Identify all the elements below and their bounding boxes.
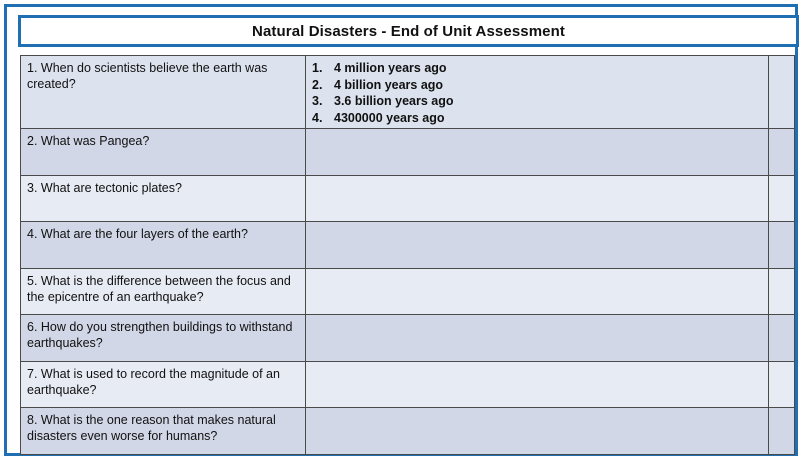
mark-cell[interactable] — [769, 315, 795, 362]
answer-option[interactable] — [312, 93, 762, 110]
assessment-table — [20, 55, 794, 454]
table-row — [21, 315, 795, 362]
answer-cell[interactable] — [306, 129, 769, 176]
answer-cell[interactable] — [306, 222, 769, 269]
table-row — [21, 362, 795, 408]
answer-cell[interactable] — [306, 315, 769, 362]
option-number: 3. — [312, 94, 323, 108]
table-row — [21, 222, 795, 269]
mark-cell[interactable] — [769, 176, 795, 222]
answer-option[interactable] — [312, 60, 762, 77]
option-text: 3.6 billion years ago — [334, 94, 454, 108]
option-number: 4. — [312, 110, 323, 125]
table-row — [21, 408, 795, 455]
answer-cell[interactable] — [306, 408, 769, 455]
answer-cell[interactable] — [306, 176, 769, 222]
page-title: Natural Disasters - End of Unit Assessment — [18, 15, 799, 47]
question-cell — [21, 269, 306, 315]
question-text: 3. What are tectonic plates? — [27, 181, 182, 195]
answer-option[interactable] — [312, 110, 762, 127]
mark-cell[interactable] — [769, 222, 795, 269]
table-row — [21, 129, 795, 176]
question-cell — [21, 56, 306, 129]
answer-option[interactable] — [312, 77, 762, 94]
question-text: 8. What is the one reason that makes natural disasters even worse for humans? — [27, 413, 276, 443]
question-text: 5. What is the difference between the focus and the epicentre of an earthquake? — [27, 274, 291, 304]
answer-cell[interactable] — [306, 56, 769, 129]
table-row — [21, 269, 795, 315]
option-text: 4 million years ago — [334, 61, 447, 75]
mark-cell[interactable] — [769, 362, 795, 408]
mark-cell[interactable] — [769, 129, 795, 176]
question-cell — [21, 408, 306, 455]
assessment-frame — [4, 4, 798, 456]
question-text: 6. How do you strengthen buildings to withstand earthquakes? — [27, 320, 293, 350]
table-row — [21, 56, 795, 129]
option-text: 4 billion years ago — [334, 77, 444, 92]
table-row — [21, 176, 795, 222]
question-text: 2. What was Pangea? — [27, 134, 150, 148]
question-cell — [21, 315, 306, 362]
answer-options — [312, 60, 762, 126]
option-text: 4300000 years ago — [334, 110, 445, 125]
question-text: 7. What is used to record the magnitude of an earthquake? — [27, 367, 280, 397]
question-cell — [21, 129, 306, 176]
mark-cell[interactable] — [769, 269, 795, 315]
answer-cell[interactable] — [306, 269, 769, 315]
option-number: 1. — [312, 61, 323, 75]
question-cell — [21, 362, 306, 408]
answer-cell[interactable] — [306, 362, 769, 408]
option-number: 2. — [312, 77, 323, 92]
question-cell — [21, 176, 306, 222]
mark-cell[interactable] — [769, 56, 795, 129]
question-text: 1. When do scientists believe the earth was created? — [27, 61, 268, 91]
mark-cell[interactable] — [769, 408, 795, 455]
question-cell — [21, 222, 306, 269]
question-text: 4. What are the four layers of the earth? — [27, 227, 248, 241]
